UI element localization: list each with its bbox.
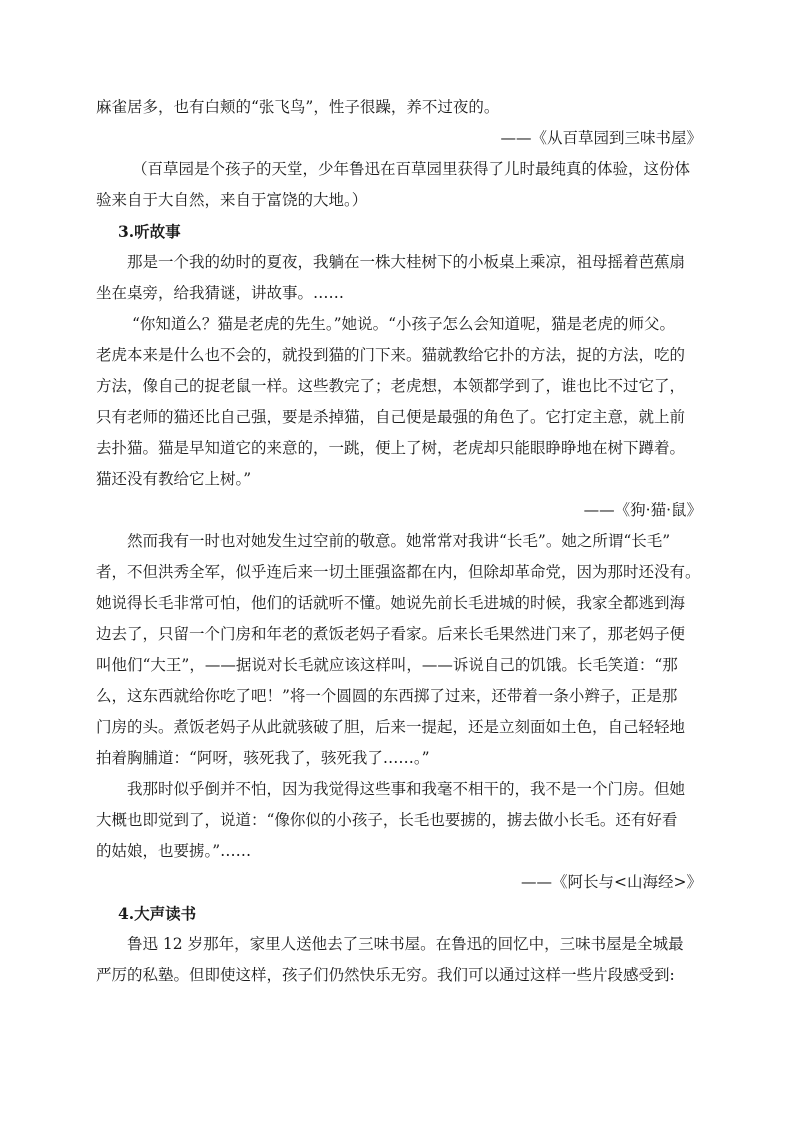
text-line: 严厉的私塾。但即使这样，孩子们仍然快乐无穷。我们可以通过这样一些片段感受到: [96, 966, 675, 984]
source-citation: ——《狗·猫·鼠》 [583, 501, 702, 519]
text-line: 老虎本来是什么也不会的，就投到猫的门下来。猫就教给它扑的方法，捉的方法，吃的 [96, 346, 686, 364]
document-page [96, 92, 708, 991]
paragraph-first-line: 我那时似乎倒并不怕，因为我觉得这些事和我毫不相干的，我不是一个门房。但她 [127, 780, 686, 798]
section-heading: 4.大声读书 [118, 904, 197, 923]
text-line: 只有老师的猫还比自己强，要是杀掉猫，自己便是最强的角色了。它打定主意，就上前 [96, 408, 686, 426]
paragraph-first-line: （百草园是个孩子的天堂，少年鲁迅在百草园里获得了儿时最纯真的体验，这份体 [132, 160, 691, 178]
section-heading: 3.听故事 [118, 222, 181, 241]
text-line: 者，不但洪秀全军，似乎连后来一切土匪强盗都在内，但除却革命党，因为那时还没有。 [96, 563, 701, 581]
text-line: 的姑娘，也要掳。”…… [96, 842, 252, 860]
text-line: 大概也即觉到了，说道：“像你似的小孩子，长毛也要掳的，掳去做小长毛。还有好看 [96, 811, 678, 829]
paragraph-first-line: “你知道么？猫是老虎的先生。”她说。“小孩子怎么会知道呢，猫是老虎的师父。 [132, 315, 676, 333]
paragraph-first-line: 那是一个我的幼时的夏夜，我躺在一株大桂树下的小板桌上乘凉，祖母摇着芭蕉扇 [127, 253, 686, 271]
text-line: 方法，像自己的捉老鼠一样。这些教完了；老虎想，本领都学到了，谁也比不过它了， [96, 377, 686, 395]
text-line: 麻雀居多，也有白颊的“张飞鸟”，性子很躁，养不过夜的。 [96, 98, 500, 116]
text-line: 她说得长毛非常可怕，他们的话就听不懂。她说先前长毛进城的时候，我家全都逃到海 [96, 594, 686, 612]
text-line: 边去了，只留一个门房和年老的煮饭老妈子看家。后来长毛果然进门来了，那老妈子便 [96, 625, 686, 643]
paragraph-first-line: 鲁迅 12 岁那年，家里人送他去了三味书屋。在鲁迅的回忆中，三味书屋是全城最 [127, 935, 684, 953]
paragraph-first-line: 然而我有一时也对她发生过空前的敬意。她常常对我讲“长毛”。她之所谓“长毛” [127, 532, 671, 550]
source-citation: ——《阿长与<山海经>》 [521, 873, 702, 891]
text-line: 叫他们“大王”，——据说对长毛就应该这样叫，——诉说自己的饥饿。长毛笑道：“那 [96, 656, 678, 674]
source-citation: ——《从百草园到三味书屋》 [500, 129, 702, 147]
text-line: 猫还没有教给它上树。” [96, 470, 252, 488]
text-line: 验来自于大自然，来自于富饶的大地。） [96, 191, 368, 209]
text-line: 么，这东西就给你吃了吧！”将一个圆圆的东西掷了过来，还带着一条小辫子，正是那 [96, 687, 678, 705]
text-line: 坐在桌旁，给我猜谜，讲故事。…… [96, 284, 345, 302]
text-line: 门房的头。煮饭老妈子从此就骇破了胆，后来一提起，还是立刻面如土色，自己轻轻地 [96, 718, 686, 736]
text-line: 拍着胸脯道：“阿呀，骇死我了，骇死我了……。” [96, 749, 430, 767]
text-line: 去扑猫。猫是早知道它的来意的，一跳，便上了树，老虎却只能眼睁睁地在树下蹲着。 [96, 439, 686, 457]
